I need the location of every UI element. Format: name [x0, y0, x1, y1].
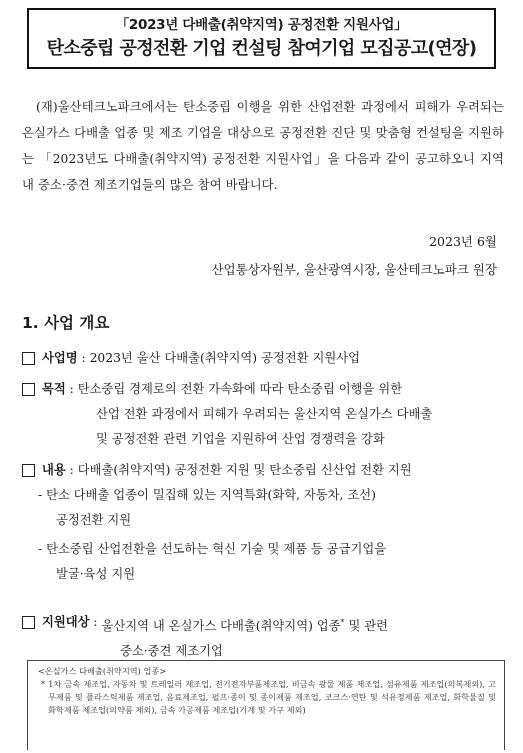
item-value-line: 및 공정전환 관련 기업을 지원하여 산업 경쟁력을 강화 [96, 432, 385, 446]
footnote-title: <온실가스 다배출(취약지역) 업종> [38, 666, 167, 676]
item-value-line: 중소·중견 제조기업 [120, 644, 223, 659]
footnote-text: * 1차 금속 제조업, 자동차 및 트레일러 제조업, 전기전자부품제조업, 비금속 광물 제품 제조업, 섬유제품 제조업(의복제외), 고무제품 및 플라스틱제품 제조업, 음료제조업, 펄프·종이 및 종이제품 제조업, 코크스·연탄 및 석유정제품 제조업, 화학물질 및 화학제품 제조업(의약품 제외), 금속 가공제품 제조업(기계 및 가구 제외) [41, 679, 496, 715]
item-value: 2023년 울산 다배출(취약지역) 공정전환 지원사업 [89, 351, 360, 365]
signatories: 산업통상자원부, 울산광역시장, 울산테크노파크 원장 [211, 262, 497, 277]
item-value: 울산지역 내 온실가스 다배출(취약지역) 업종* 및 관련 [101, 618, 389, 634]
announcement-date: 2023년 6월 [429, 234, 497, 249]
checkbox-icon [22, 616, 35, 629]
item-value-line: 탄소중립 경제로의 전환 가속화에 따라 탄소중립 이행을 위한 [77, 382, 403, 396]
footnote-marker: * [340, 618, 345, 627]
content-sub-item-cont: 발굴·육성 지원 [56, 567, 136, 581]
title-box [27, 8, 496, 69]
item-target: 지원대상 : 울산지역 내 온실가스 다배출(취약지역) 업종* 및 관련 중소·중견 제조기업 [22, 610, 506, 664]
content-sub-item-cont: 공정전환 지원 [56, 513, 132, 527]
item-label: 목적 [42, 382, 66, 396]
section-title-overview: 1. 사업 개요 [22, 314, 110, 332]
intro-paragraph: (재)울산테크노파크에서는 탄소중립 이행을 위한 산업전환 과정에서 피해가 우려되는 온실가스 다배출 업종 및 제조 기업을 대상으로 공정전환 진단 및 맞춤형 컨설팅을 지원하는 「2023년도 다배출(취약지역) 공정전환 지원사업」을 다음과 같이 공고하오니 지역 내 중소·중견 제조기업들의 많은 참여 바랍니다. [22, 100, 504, 192]
program-subtitle: 「2023년 다배출(취약지역) 공정전환 지원사업」 [115, 16, 408, 33]
checkbox-icon [22, 383, 35, 396]
item-value-line: 산업 전환 과정에서 피해가 우려되는 울산지역 온실가스 다배출 [96, 407, 433, 421]
footnote-box [27, 660, 505, 750]
checkbox-icon [22, 352, 35, 365]
item-program-name: 사업명 : 2023년 울산 다배출(취약지역) 공정전환 지원사업 [22, 346, 506, 371]
content-sub-item: - 탄소 다배출 업종이 밀집해 있는 지역특화(화학, 자동차, 조선) [38, 488, 376, 502]
page-title: 탄소중립 공정전환 기업 컨설팅 참여기업 모집공고(연장) [46, 37, 477, 59]
item-content: 내용 : 다배출(취약지역) 공정전환 지원 및 탄소중립 신산업 전환 지원 - 탄소 다배출 업종이 밀집해 있는 지역특화(화학, 자동차, 조선) 공정전환 지원 - 탄소중립 산업전환을 선도하는 혁신 기술 및 제품 등 공급기업을 발굴·육성 지원 [22, 458, 506, 587]
item-label: 사업명 [42, 351, 78, 365]
checkbox-icon [22, 464, 35, 477]
item-label: 내용 [42, 463, 66, 477]
content-sub-item: - 탄소중립 산업전환을 선도하는 혁신 기술 및 제품 등 공급기업을 [38, 542, 387, 556]
item-label: 지원대상 [42, 615, 90, 629]
item-value: 다배출(취약지역) 공정전환 지원 및 탄소중립 신산업 전환 지원 [77, 463, 412, 477]
item-purpose: 목적 : 탄소중립 경제로의 전환 가속화에 따라 탄소중립 이행을 위한 산업 전환 과정에서 피해가 우려되는 울산지역 온실가스 다배출 및 공정전환 관련 기업을 지원하여 산업 경쟁력을 강화 [22, 377, 506, 452]
